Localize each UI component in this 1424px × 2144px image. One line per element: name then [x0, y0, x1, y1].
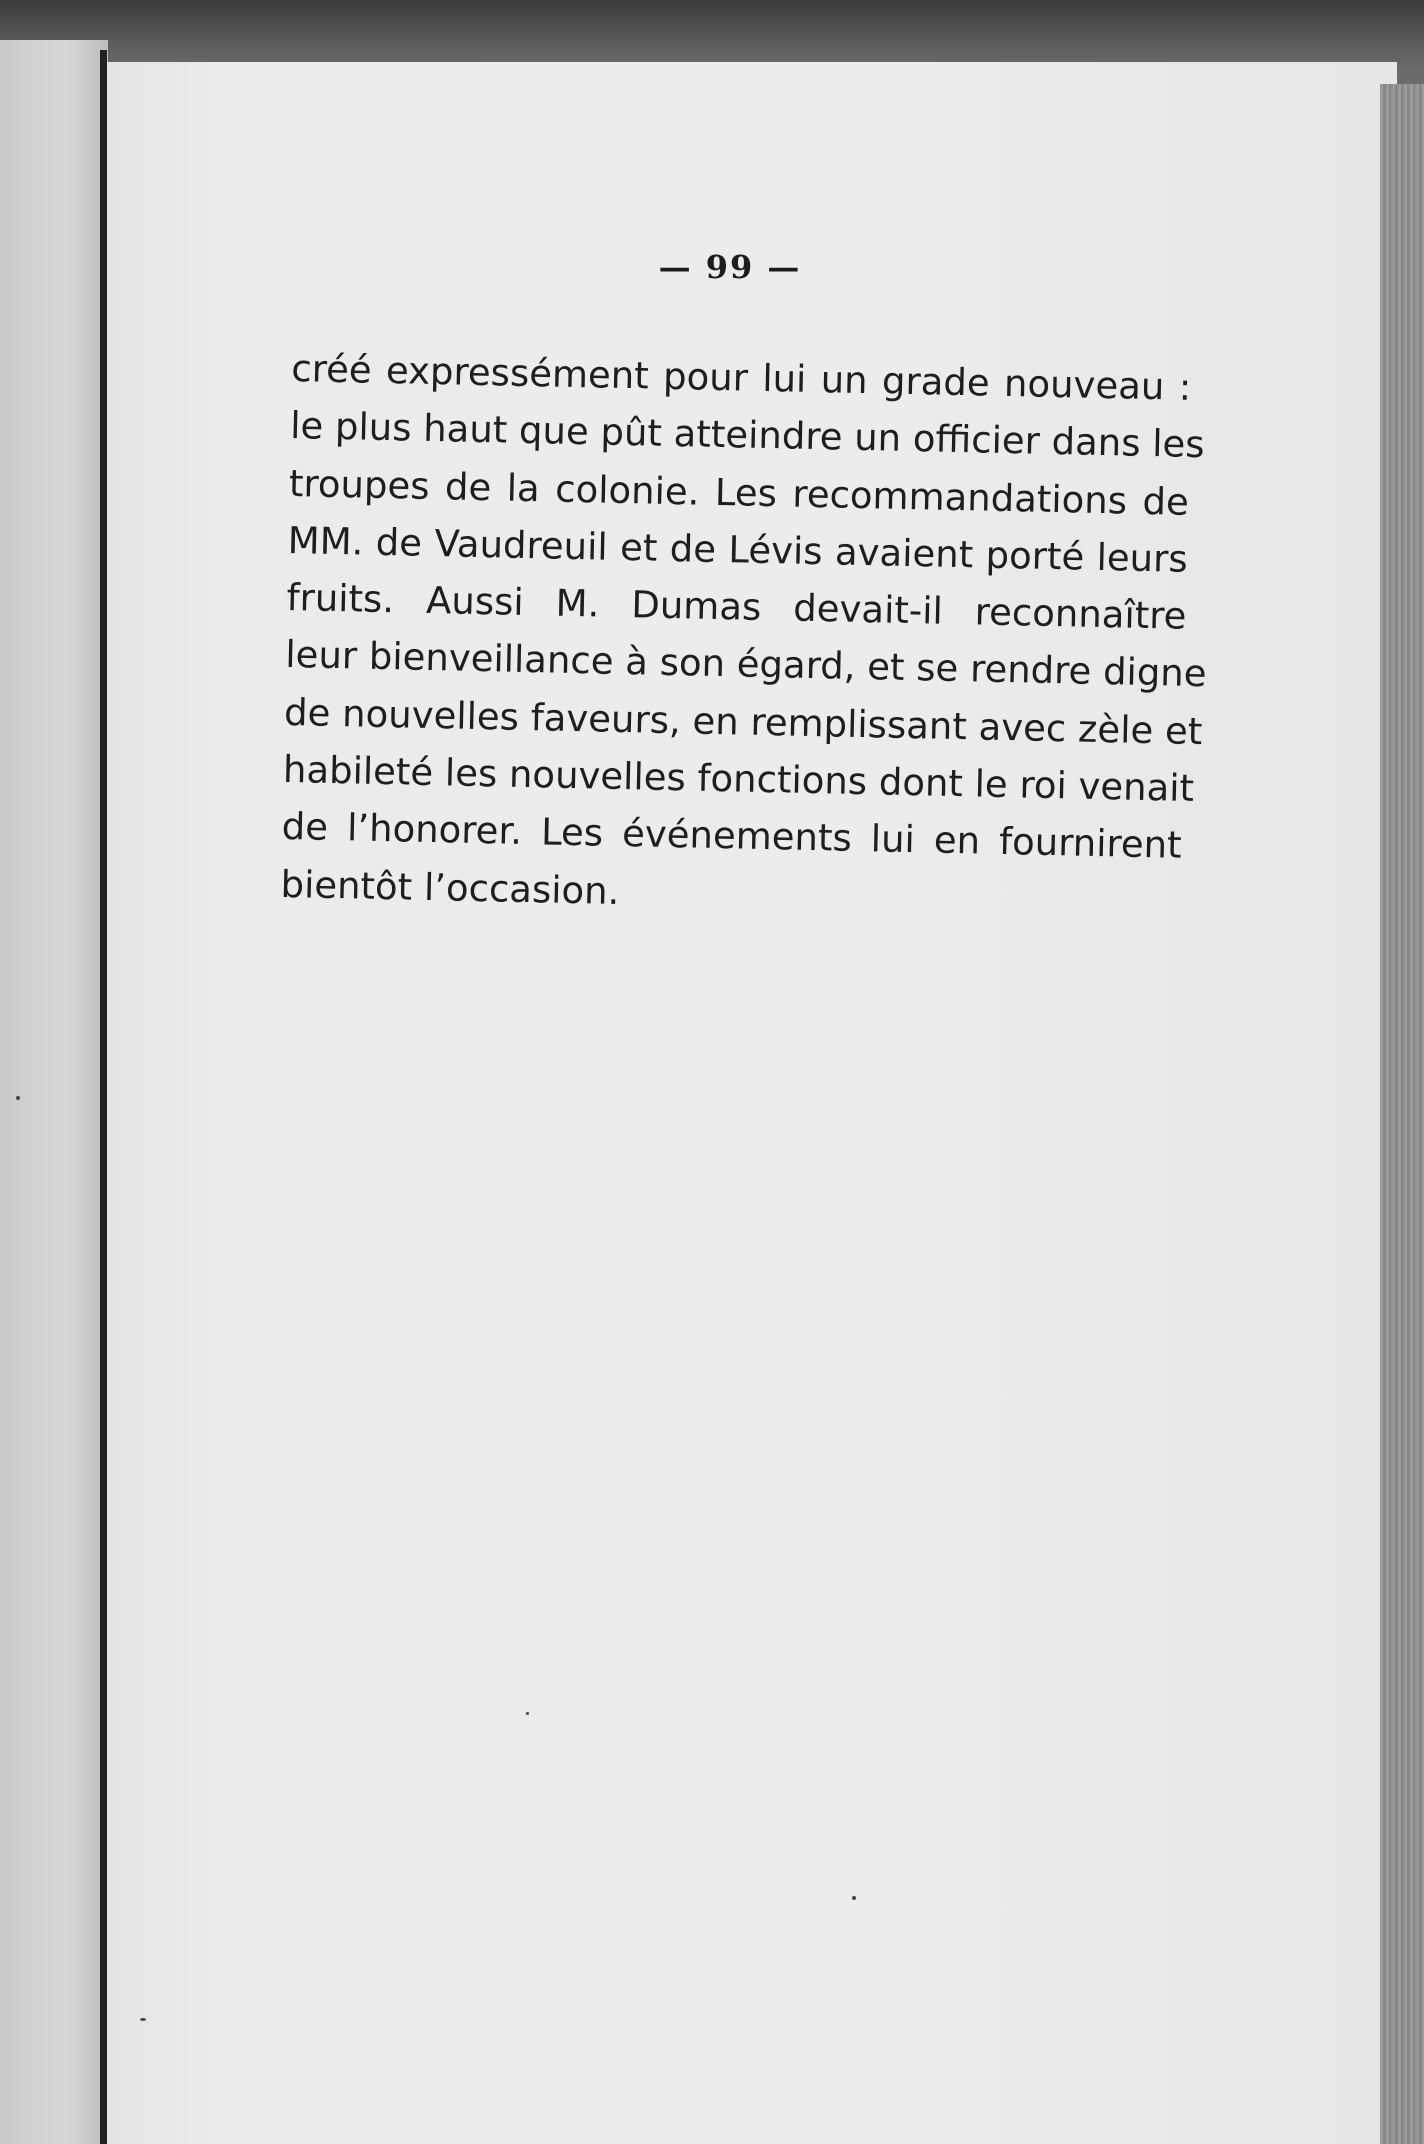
text-line: de l’honorer. Les événements lui en fournirent: [281, 805, 1183, 868]
text-line: bientôt l’occasion.: [280, 862, 620, 913]
text-line: MM. de Vaudreuil et de Lévis avaient porté leurs: [287, 518, 1189, 581]
text-line: fruits. Aussi M. Dumas devait-il reconnaître: [286, 576, 1187, 638]
text-line: créé expressément pour lui un grade nouveau :: [290, 346, 1192, 409]
text-line: de nouvelles faveurs, en remplissant avec zèle et: [283, 690, 1203, 753]
page-block-edge: [1380, 84, 1424, 2144]
book-gutter: [100, 50, 107, 2144]
page-number: — 99 —: [658, 248, 802, 286]
dust-speck: [852, 1896, 856, 1900]
text-line: troupes de la colonie. Les recommandations de: [288, 461, 1190, 524]
text-line: leur bienveillance à son égard, et se rendre digne: [284, 633, 1207, 696]
body-paragraph: [280, 340, 1207, 932]
dust-speck: [140, 2018, 146, 2021]
dust-speck: [526, 1712, 529, 1715]
text-line: le plus haut que pût atteindre un officier dans les: [289, 404, 1206, 467]
dust-speck: [16, 1096, 20, 1100]
text-line: habileté les nouvelles fonctions dont le roi venait: [282, 747, 1195, 811]
facing-page-edge: [0, 40, 108, 2144]
